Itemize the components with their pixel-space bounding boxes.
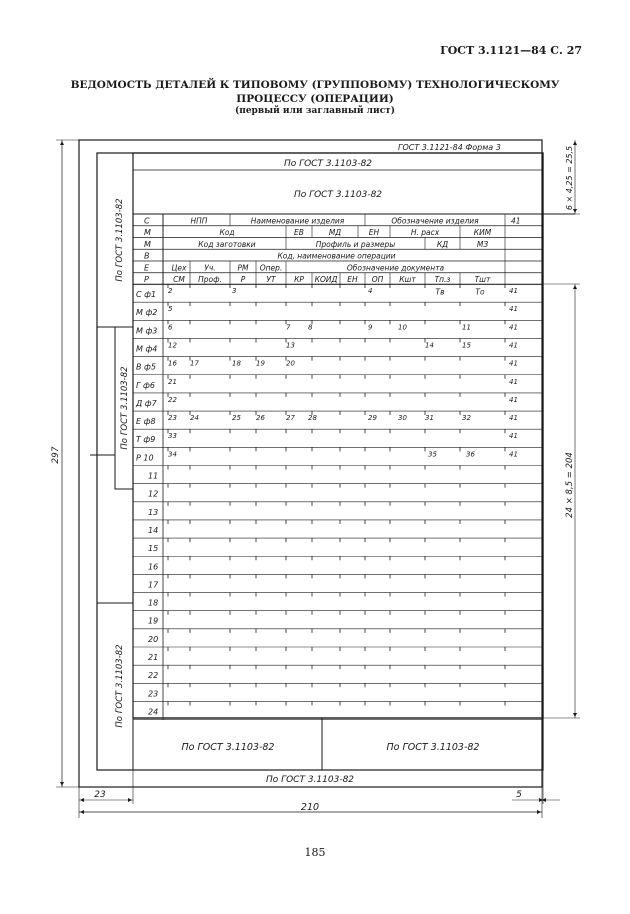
header-stamp: По ГОСТ 3.1103-82 xyxy=(293,190,383,200)
row-number: 19 xyxy=(148,616,159,626)
cell-number: 41 xyxy=(509,359,518,368)
header-cell-label: Кшт xyxy=(399,275,416,284)
side-stamp-bottom-text: По ГОСТ 3.1103-82 xyxy=(115,644,125,728)
cell-number: 31 xyxy=(425,414,434,423)
row-number: 22 xyxy=(148,671,159,681)
dimension-arrow xyxy=(60,141,64,145)
cell-number: 11 xyxy=(462,323,471,332)
dimension-arrow xyxy=(573,141,577,145)
cell-number: 2 xyxy=(168,287,173,295)
cell-number: 41 xyxy=(509,395,518,404)
cell-number: 41 xyxy=(509,432,518,441)
header-cell-label: Профиль и размеры xyxy=(315,239,396,249)
header-row-code: М xyxy=(144,228,151,237)
header-cell-label: СМ xyxy=(173,275,185,284)
row-number: 21 xyxy=(148,653,159,662)
dim-width-label: 210 xyxy=(300,802,320,813)
side-stamp-middle-text: По ГОСТ 3.1103-82 xyxy=(120,366,130,450)
data-row-label: В ф5 xyxy=(136,362,156,372)
dimension-arrow xyxy=(537,810,541,814)
header-cell-label: Обозначение изделия xyxy=(391,216,479,226)
dim-height-label: 297 xyxy=(51,446,61,464)
label-to: То xyxy=(475,287,485,297)
header-cell-label: МЗ xyxy=(476,239,489,249)
header-cell-label: Наименование изделия xyxy=(250,216,345,226)
header-row-code: В xyxy=(144,251,150,261)
data-row-label: Т ф9 xyxy=(136,435,156,445)
dim-left-margin-label: 23 xyxy=(94,790,106,800)
header-cell-label: Код заготовки xyxy=(198,239,256,249)
header-cell-label: РМ xyxy=(237,263,249,273)
header-cell-label: КИМ xyxy=(473,228,492,237)
form-number: ГОСТ 3.1121-84 Форма 3 xyxy=(398,143,501,152)
page-header: ГОСТ 3.1121—84 С. 27 xyxy=(440,44,582,57)
row-number: 20 xyxy=(148,634,159,644)
header-cell-label: Проф. xyxy=(198,275,222,284)
data-row-label: Р 10 xyxy=(136,453,154,463)
row-number: 16 xyxy=(148,562,159,572)
header-cell-label: Код, наименование операции xyxy=(277,251,396,261)
cell-number: 19 xyxy=(256,359,265,368)
title-line-1: ВЕДОМОСТЬ ДЕТАЛЕЙ К ТИПОВОМУ (ГРУППОВОМУ) ТЕХНОЛОГИЧЕСКОМУ xyxy=(70,79,560,91)
dim-rows-height-label: 24 × 8,5 = 204 xyxy=(565,452,575,518)
row-number: 11 xyxy=(148,471,159,481)
bottom-right-stamp: По ГОСТ 3.1103-82 xyxy=(386,742,480,753)
dimension-arrow xyxy=(60,782,64,786)
data-row-label: М ф3 xyxy=(136,326,158,336)
cell-number: 35 xyxy=(428,450,437,459)
header-cell-label: Р xyxy=(240,275,246,284)
cell-number: 32 xyxy=(462,414,471,423)
cell-number: 6 xyxy=(168,323,173,332)
label-tv: Тв xyxy=(435,287,445,297)
title-line-2: ПРОЦЕССУ (ОПЕРАЦИИ) xyxy=(236,93,394,105)
cell-number: 41 xyxy=(509,377,518,386)
cell-number: 30 xyxy=(398,414,407,423)
cell-number: 13 xyxy=(286,341,295,350)
header-cell-label: Код xyxy=(219,228,235,237)
header-cell-label: КОИД xyxy=(314,275,338,284)
cell-number: 12 xyxy=(168,341,177,350)
row-number: 12 xyxy=(148,489,159,499)
header-cell-label: Уч. xyxy=(204,263,216,273)
header-cell-label: УТ xyxy=(266,275,276,284)
dimension-arrow xyxy=(80,798,84,802)
header-cell-label: ЕН xyxy=(368,228,380,237)
top-stamp: По ГОСТ 3.1103-82 xyxy=(283,159,373,169)
dimension-arrow xyxy=(128,798,132,802)
document-subtitle: (первый или заглавный лист) xyxy=(234,106,396,116)
cell-number: 15 xyxy=(462,341,471,350)
header-cell-label: Тп.з xyxy=(434,275,451,284)
cell-number: 7 xyxy=(286,323,291,332)
row-number: 17 xyxy=(148,580,159,590)
row-number: 23 xyxy=(148,689,159,699)
cell-number: 16 xyxy=(168,359,177,368)
cell-number: 28 xyxy=(308,414,317,423)
dimension-arrow xyxy=(80,810,84,814)
cell-number: 23 xyxy=(168,414,177,423)
cell-number: 36 xyxy=(466,450,475,459)
header-cell-label: Н. расх xyxy=(410,228,440,237)
bottom-left-stamp: По ГОСТ 3.1103-82 xyxy=(181,742,275,753)
header-cell-label: Опер. xyxy=(259,263,283,273)
data-row-label: М ф2 xyxy=(136,308,158,318)
cell-number: 41 xyxy=(509,305,518,314)
cell-number: 21 xyxy=(168,377,177,386)
header-cell-label: Обозначение документа xyxy=(346,263,445,273)
cell-number: 20 xyxy=(286,359,295,368)
cell-number: 4 xyxy=(368,287,373,295)
cell-number: 24 xyxy=(190,414,199,423)
footer-stamp: По ГОСТ 3.1103-82 xyxy=(265,775,355,785)
row-number: 14 xyxy=(148,525,159,535)
cell-number: 34 xyxy=(168,450,177,459)
data-row-label: С ф1 xyxy=(136,290,157,299)
dimension-arrow xyxy=(542,798,546,802)
header-row-code: Е xyxy=(144,263,150,273)
cell-number: 25 xyxy=(232,414,241,423)
cell-number: 26 xyxy=(256,414,265,423)
header-cell-label: НПП xyxy=(190,216,208,226)
data-row-label: Е ф8 xyxy=(136,417,156,427)
cell-number: 9 xyxy=(368,323,373,332)
header-cell-label: Цех xyxy=(171,263,187,273)
header-row-code: М xyxy=(144,239,151,249)
header-cell-label: Тшт xyxy=(474,275,491,284)
cell-number: 14 xyxy=(425,341,434,350)
data-row-label: Д ф7 xyxy=(136,398,157,408)
cell-number: 29 xyxy=(368,414,377,423)
dimension-arrow xyxy=(573,713,577,717)
cell-number: 5 xyxy=(168,305,173,314)
cell-number: 22 xyxy=(168,395,177,404)
cell-number: 10 xyxy=(398,323,407,332)
dim-right-margin-label: 5 xyxy=(516,790,522,800)
header-cell-label: ОП xyxy=(371,275,384,284)
header-row-number: 41 xyxy=(511,216,521,226)
row-number: 24 xyxy=(148,707,159,717)
dimension-arrow xyxy=(573,285,577,289)
dim-header-height-label: 6 × 4,25 = 25,5 xyxy=(565,145,574,211)
cell-number: 41 xyxy=(509,414,518,423)
cell-number: 41 xyxy=(509,341,518,350)
header-row-code: С xyxy=(144,216,150,226)
header-cell-label: МД xyxy=(328,228,342,237)
cell-number: 18 xyxy=(232,359,241,368)
cell-number: 41 xyxy=(509,287,518,295)
page-number: 185 xyxy=(304,846,326,859)
cell-number: 27 xyxy=(286,414,295,423)
cell-number: 41 xyxy=(509,323,518,332)
header-row-code: Р xyxy=(144,275,149,284)
data-row-label: Г ф6 xyxy=(136,380,155,390)
header-cell-label: КД xyxy=(436,239,449,249)
side-stamp-top-text: По ГОСТ 3.1103-82 xyxy=(115,198,125,282)
row-number: 15 xyxy=(148,544,159,554)
cell-number: 3 xyxy=(232,287,237,295)
header-cell-label: ЕН xyxy=(347,275,358,284)
data-row-label: М ф4 xyxy=(136,344,158,354)
cell-number: 33 xyxy=(168,432,177,441)
header-cell-label: КР xyxy=(294,275,304,284)
cell-number: 17 xyxy=(190,359,199,368)
cell-number: 41 xyxy=(509,450,518,459)
cell-number: 8 xyxy=(308,323,313,332)
row-number: 18 xyxy=(148,598,159,608)
row-number: 13 xyxy=(148,507,159,517)
header-cell-label: ЕВ xyxy=(294,228,304,237)
